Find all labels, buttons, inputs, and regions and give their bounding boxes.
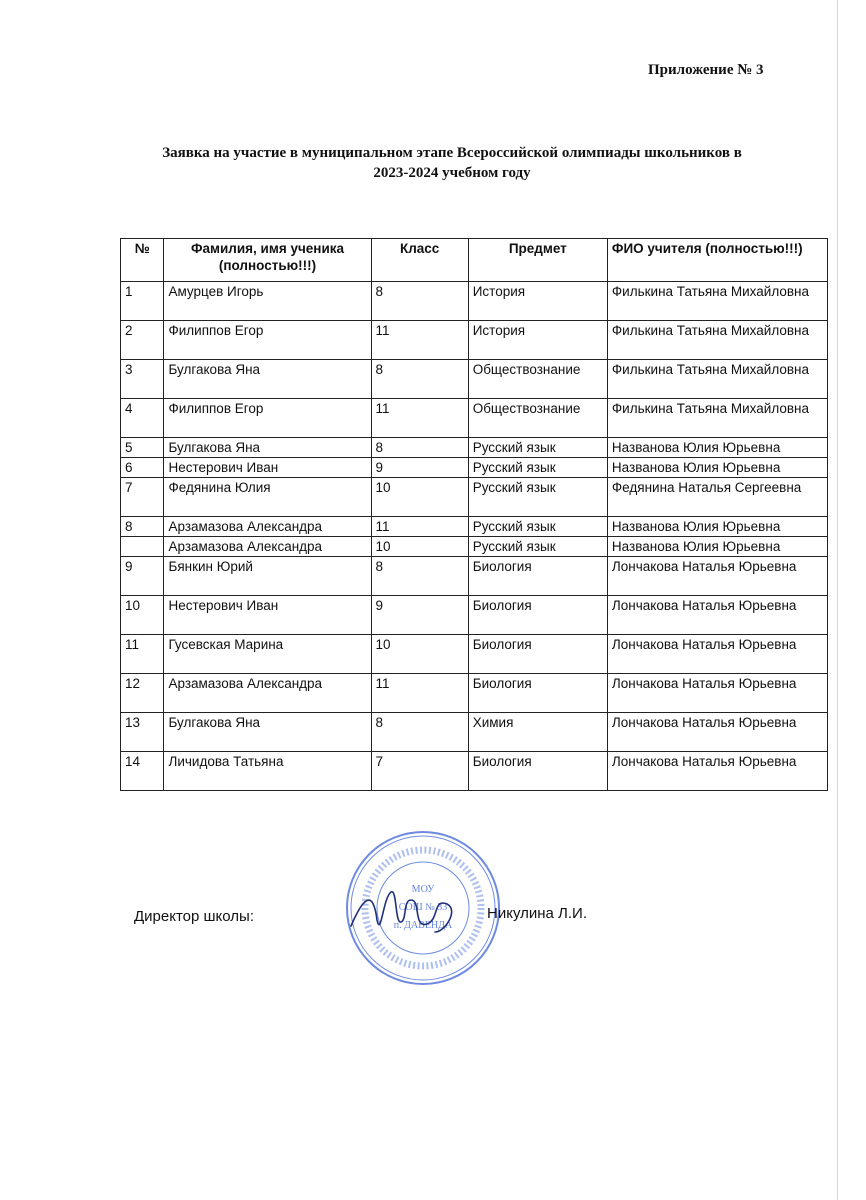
cell-student-name: Федянина Юлия	[164, 478, 371, 517]
cell-number: 7	[121, 478, 164, 517]
cell-number: 9	[121, 557, 164, 596]
school-seal-stamp	[343, 828, 503, 988]
cell-student-name: Личидова Татьяна	[164, 752, 371, 791]
cell-subject: История	[468, 282, 607, 321]
cell-grade: 8	[371, 713, 468, 752]
cell-number: 12	[121, 674, 164, 713]
table-row	[121, 537, 828, 557]
table-row	[121, 360, 828, 399]
cell-number: 8	[121, 517, 164, 537]
participants-table	[120, 238, 828, 791]
column-header-teacher: ФИО учителя (полностью!!!)	[607, 239, 827, 282]
cell-grade: 10	[371, 478, 468, 517]
table-header-row	[121, 239, 828, 282]
cell-number: 10	[121, 596, 164, 635]
table-row	[121, 713, 828, 752]
column-header-number: №	[121, 239, 164, 282]
cell-teacher: Названова Юлия Юрьевна	[607, 458, 827, 478]
cell-grade: 9	[371, 458, 468, 478]
cell-subject: Русский язык	[468, 478, 607, 517]
cell-subject: Химия	[468, 713, 607, 752]
cell-number: 4	[121, 399, 164, 438]
cell-subject: Обществознание	[468, 399, 607, 438]
cell-student-name: Филиппов Егор	[164, 321, 371, 360]
cell-student-name: Арзамазова Александра	[164, 537, 371, 557]
document-title	[112, 143, 792, 183]
cell-grade: 8	[371, 360, 468, 399]
cell-student-name: Бянкин Юрий	[164, 557, 371, 596]
cell-subject: Обществознание	[468, 360, 607, 399]
table-row	[121, 557, 828, 596]
cell-subject: Русский язык	[468, 438, 607, 458]
cell-grade: 11	[371, 674, 468, 713]
cell-teacher: Филькина Татьяна Михайловна	[607, 399, 827, 438]
table-row	[121, 478, 828, 517]
table-row	[121, 399, 828, 438]
cell-teacher: Филькина Татьяна Михайловна	[607, 282, 827, 321]
cell-teacher: Федянина Наталья Сергеевна	[607, 478, 827, 517]
appendix-label: Приложение № 3	[648, 62, 764, 78]
cell-subject: Русский язык	[468, 517, 607, 537]
cell-teacher: Лончакова Наталья Юрьевна	[607, 596, 827, 635]
title-line-2: 2023-2024 учебном году	[373, 165, 531, 181]
stamp-line-1: МОУ	[411, 884, 435, 895]
cell-student-name: Булгакова Яна	[164, 360, 371, 399]
cell-number: 2	[121, 321, 164, 360]
cell-subject: Русский язык	[468, 537, 607, 557]
cell-grade: 11	[371, 321, 468, 360]
cell-student-name: Арзамазова Александра	[164, 517, 371, 537]
cell-number: 5	[121, 438, 164, 458]
cell-teacher: Лончакова Наталья Юрьевна	[607, 635, 827, 674]
cell-teacher: Названова Юлия Юрьевна	[607, 438, 827, 458]
cell-subject: Биология	[468, 635, 607, 674]
column-header-student-name: Фамилия, имя ученика (полностью!!!)	[164, 239, 371, 282]
cell-teacher: Лончакова Наталья Юрьевна	[607, 713, 827, 752]
table-row	[121, 458, 828, 478]
cell-student-name: Гусевская Марина	[164, 635, 371, 674]
cell-student-name: Нестерович Иван	[164, 458, 371, 478]
cell-student-name: Булгакова Яна	[164, 438, 371, 458]
cell-teacher: Лончакова Наталья Юрьевна	[607, 752, 827, 791]
title-line-1: Заявка на участие в муниципальном этапе Всероссийской олимпиады школьников в	[162, 145, 742, 161]
table-row	[121, 517, 828, 537]
cell-student-name: Арзамазова Александра	[164, 674, 371, 713]
column-header-subject: Предмет	[468, 239, 607, 282]
cell-number: 14	[121, 752, 164, 791]
stamp-line-3: п. ДАВЕНДА	[393, 920, 453, 931]
cell-subject: Биология	[468, 674, 607, 713]
cell-grade: 11	[371, 517, 468, 537]
cell-subject: Русский язык	[468, 458, 607, 478]
cell-teacher: Филькина Татьяна Михайловна	[607, 321, 827, 360]
cell-subject: История	[468, 321, 607, 360]
stamp-line-2: СОШ № 33	[398, 902, 448, 913]
cell-grade: 10	[371, 537, 468, 557]
cell-grade: 7	[371, 752, 468, 791]
cell-student-name: Амурцев Игорь	[164, 282, 371, 321]
table-row	[121, 438, 828, 458]
cell-subject: Биология	[468, 752, 607, 791]
cell-number: 6	[121, 458, 164, 478]
table-row	[121, 635, 828, 674]
cell-student-name: Булгакова Яна	[164, 713, 371, 752]
page-edge	[837, 0, 838, 1200]
cell-grade: 9	[371, 596, 468, 635]
cell-number: 11	[121, 635, 164, 674]
cell-grade: 8	[371, 282, 468, 321]
cell-number: 3	[121, 360, 164, 399]
cell-number	[121, 537, 164, 557]
cell-subject: Биология	[468, 557, 607, 596]
cell-teacher: Лончакова Наталья Юрьевна	[607, 674, 827, 713]
cell-teacher: Филькина Татьяна Михайловна	[607, 360, 827, 399]
cell-number: 1	[121, 282, 164, 321]
cell-grade: 11	[371, 399, 468, 438]
column-header-grade: Класс	[371, 239, 468, 282]
cell-teacher: Лончакова Наталья Юрьевна	[607, 557, 827, 596]
cell-teacher: Названова Юлия Юрьевна	[607, 537, 827, 557]
table-row	[121, 674, 828, 713]
table-row	[121, 752, 828, 791]
director-name: Никулина Л.И.	[487, 905, 587, 922]
cell-teacher: Названова Юлия Юрьевна	[607, 517, 827, 537]
cell-grade: 8	[371, 438, 468, 458]
table-row	[121, 596, 828, 635]
cell-grade: 10	[371, 635, 468, 674]
cell-number: 13	[121, 713, 164, 752]
table-row	[121, 282, 828, 321]
table-row	[121, 321, 828, 360]
director-label: Директор школы:	[134, 908, 254, 925]
cell-subject: Биология	[468, 596, 607, 635]
cell-student-name: Филиппов Егор	[164, 399, 371, 438]
cell-student-name: Нестерович Иван	[164, 596, 371, 635]
cell-grade: 8	[371, 557, 468, 596]
